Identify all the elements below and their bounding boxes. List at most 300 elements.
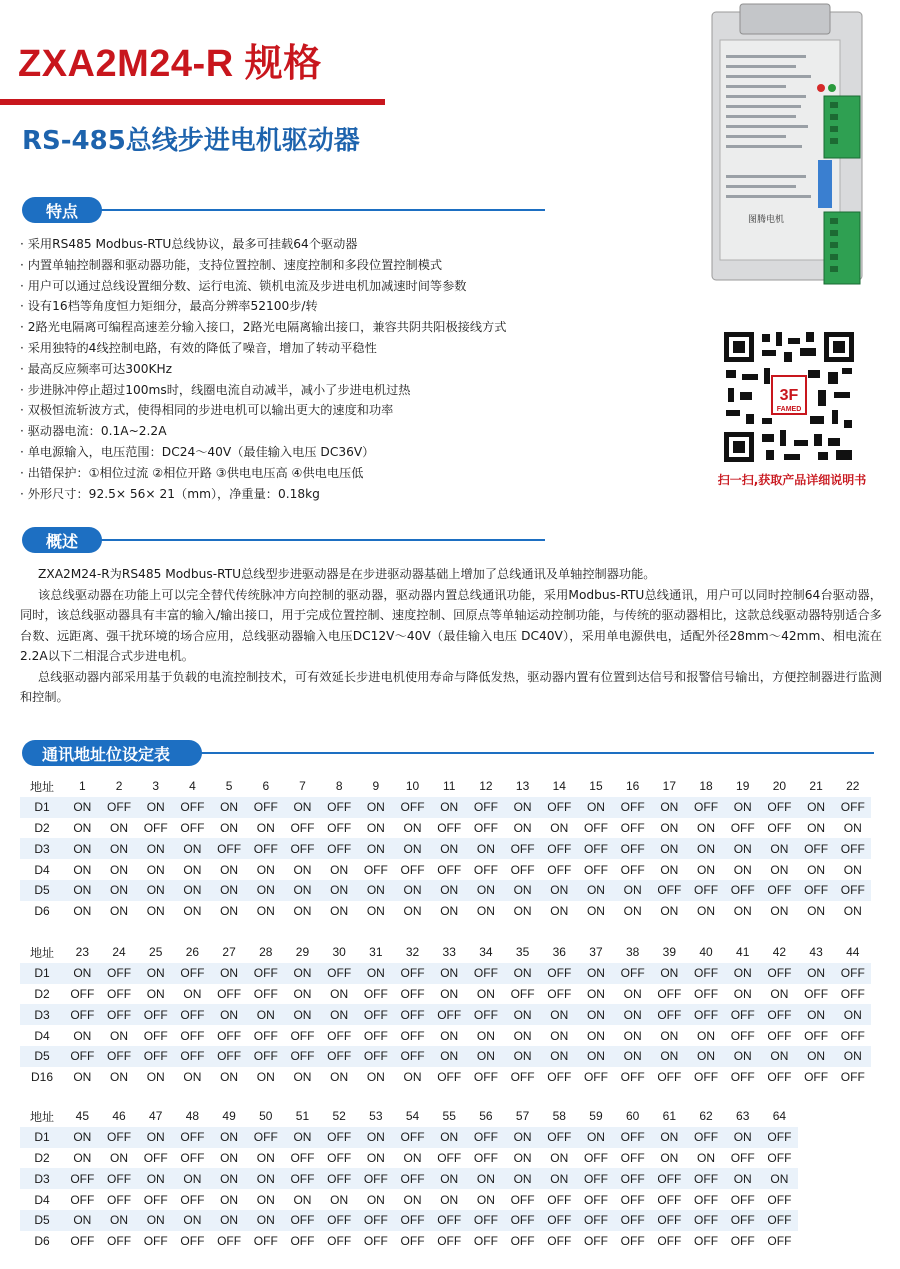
feature-item: · 双极恒流斩波方式，使得相同的步进电机可以输出更大的速度和功率 xyxy=(20,400,700,421)
feature-item: · 出错保护：①相位过流 ②相位开路 ③供电电压高 ④供电电压低 xyxy=(20,463,700,484)
switch-state-cell: OFF xyxy=(358,1168,395,1189)
switch-state-cell: OFF xyxy=(688,1004,725,1025)
address-table-rule xyxy=(198,752,874,754)
switch-state-cell: OFF xyxy=(578,1168,615,1189)
switch-state-cell: OFF xyxy=(541,1231,578,1252)
switch-state-cell: ON xyxy=(137,1067,174,1088)
switch-state-cell: OFF xyxy=(174,797,211,818)
switch-state-cell: OFF xyxy=(101,797,138,818)
switch-state-cell: OFF xyxy=(468,1231,505,1252)
switch-state-cell: OFF xyxy=(431,859,468,880)
switch-state-cell: ON xyxy=(468,1168,505,1189)
switch-state-cell: OFF xyxy=(468,859,505,880)
switch-state-cell: ON xyxy=(137,880,174,901)
table-row xyxy=(20,984,871,1005)
switch-state-cell: OFF xyxy=(431,1231,468,1252)
switch-state-cell: OFF xyxy=(211,984,248,1005)
switch-state-cell: ON xyxy=(174,880,211,901)
feature-item: · 内置单轴控制器和驱动器功能，支持位置控制、速度控制和多段位置控制模式 xyxy=(20,255,700,276)
switch-state-cell: OFF xyxy=(688,880,725,901)
address-number-cell: 17 xyxy=(651,776,688,797)
switch-state-cell: OFF xyxy=(284,838,321,859)
switch-state-cell: ON xyxy=(431,901,468,922)
switch-state-cell: OFF xyxy=(834,797,871,818)
address-number-cell: 53 xyxy=(358,1106,395,1127)
switch-state-cell: OFF xyxy=(174,1189,211,1210)
switch-state-cell: ON xyxy=(688,1025,725,1046)
switch-state-cell: OFF xyxy=(247,984,284,1005)
switch-state-cell: ON xyxy=(761,1168,798,1189)
switch-state-cell: OFF xyxy=(101,963,138,984)
switch-state-cell: ON xyxy=(247,1189,284,1210)
table-row xyxy=(20,1168,798,1189)
address-number-cell: 56 xyxy=(468,1106,505,1127)
switch-state-cell: OFF xyxy=(688,1168,725,1189)
switch-state-cell: OFF xyxy=(541,1067,578,1088)
switch-state-cell: OFF xyxy=(394,797,431,818)
switch-state-cell: ON xyxy=(688,1148,725,1169)
table-row xyxy=(20,1127,798,1148)
switch-state-cell: OFF xyxy=(724,880,761,901)
switch-state-cell: OFF xyxy=(321,1046,358,1067)
table-header-row xyxy=(20,1106,798,1127)
switch-state-cell: OFF xyxy=(64,1231,101,1252)
switch-state-cell: ON xyxy=(394,1067,431,1088)
qr-code[interactable] xyxy=(722,330,856,464)
table-row xyxy=(20,797,871,818)
table-row xyxy=(20,1189,798,1210)
switch-state-cell: OFF xyxy=(174,1148,211,1169)
switch-state-cell: ON xyxy=(798,797,835,818)
switch-state-cell: ON xyxy=(101,1025,138,1046)
switch-state-cell: ON xyxy=(578,1004,615,1025)
features-heading: 特点 xyxy=(22,197,102,223)
table-header-row xyxy=(20,942,871,963)
switch-state-cell: OFF xyxy=(468,963,505,984)
switch-state-cell: OFF xyxy=(394,1127,431,1148)
switch-state-cell: ON xyxy=(64,1127,101,1148)
switch-state-cell: OFF xyxy=(211,1046,248,1067)
switch-state-cell: ON xyxy=(504,797,541,818)
switch-state-cell: OFF xyxy=(834,838,871,859)
dip-switch-label: D4 xyxy=(20,1025,64,1046)
switch-state-cell: ON xyxy=(358,1148,395,1169)
switch-state-cell: ON xyxy=(321,1004,358,1025)
dip-switch-label: D4 xyxy=(20,1189,64,1210)
switch-state-cell: OFF xyxy=(724,1148,761,1169)
switch-state-cell: OFF xyxy=(247,1025,284,1046)
switch-state-cell: ON xyxy=(798,859,835,880)
switch-state-cell: ON xyxy=(284,880,321,901)
switch-state-cell: ON xyxy=(651,838,688,859)
address-table-block xyxy=(20,776,871,922)
switch-state-cell: OFF xyxy=(834,984,871,1005)
switch-state-cell: ON xyxy=(834,859,871,880)
switch-state-cell: OFF xyxy=(688,1210,725,1231)
switch-state-cell: OFF xyxy=(541,1210,578,1231)
product-image xyxy=(700,0,900,300)
switch-state-cell: ON xyxy=(541,880,578,901)
switch-state-cell: OFF xyxy=(578,1067,615,1088)
switch-state-cell: ON xyxy=(174,984,211,1005)
address-table-block xyxy=(20,942,871,1088)
switch-state-cell: OFF xyxy=(504,1231,541,1252)
address-number-cell: 52 xyxy=(321,1106,358,1127)
feature-item: · 步进脉冲停止超过100ms时，线圈电流自动减半，减小了步进电机过热 xyxy=(20,380,700,401)
switch-state-cell: ON xyxy=(394,838,431,859)
switch-state-cell: ON xyxy=(101,859,138,880)
switch-state-cell: ON xyxy=(358,818,395,839)
table-row xyxy=(20,901,871,922)
address-number-cell: 63 xyxy=(724,1106,761,1127)
switch-state-cell: ON xyxy=(211,901,248,922)
address-number-cell: 34 xyxy=(468,942,505,963)
switch-state-cell: ON xyxy=(834,901,871,922)
switch-state-cell: ON xyxy=(541,1148,578,1169)
dip-switch-label: D2 xyxy=(20,984,64,1005)
switch-state-cell: OFF xyxy=(834,963,871,984)
switch-state-cell: OFF xyxy=(321,818,358,839)
switch-state-cell: ON xyxy=(394,818,431,839)
switch-state-cell: ON xyxy=(504,880,541,901)
switch-state-cell: OFF xyxy=(541,984,578,1005)
switch-state-cell: ON xyxy=(724,1127,761,1148)
overview-paragraph: ZXA2M24-R为RS485 Modbus-RTU总线型步进驱动器是在步进驱动器基础上增加了总线通讯及单轴控制器功能。 xyxy=(38,567,656,581)
switch-state-cell: ON xyxy=(541,818,578,839)
dip-switch-label: D1 xyxy=(20,1127,64,1148)
address-number-cell: 35 xyxy=(504,942,541,963)
switch-state-cell: ON xyxy=(504,1004,541,1025)
switch-state-cell: OFF xyxy=(651,1189,688,1210)
switch-state-cell: OFF xyxy=(468,797,505,818)
switch-state-cell: ON xyxy=(541,901,578,922)
switch-state-cell: ON xyxy=(651,901,688,922)
switch-state-cell: OFF xyxy=(174,1004,211,1025)
switch-state-cell: ON xyxy=(798,963,835,984)
switch-state-cell: ON xyxy=(688,818,725,839)
switch-state-cell: OFF xyxy=(651,1004,688,1025)
switch-state-cell: ON xyxy=(688,859,725,880)
address-number-cell: 6 xyxy=(247,776,284,797)
switch-state-cell: ON xyxy=(64,901,101,922)
dip-switch-label: D2 xyxy=(20,1148,64,1169)
qr-caption: 扫一扫,获取产品详细说明书 xyxy=(717,473,867,487)
address-number-cell: 27 xyxy=(211,942,248,963)
switch-state-cell: OFF xyxy=(174,1025,211,1046)
switch-state-cell: OFF xyxy=(651,1231,688,1252)
switch-state-cell: OFF xyxy=(504,838,541,859)
address-number-cell: 40 xyxy=(688,942,725,963)
switch-state-cell: ON xyxy=(614,901,651,922)
table-row xyxy=(20,1210,798,1231)
switch-state-cell: OFF xyxy=(614,818,651,839)
switch-state-cell: ON xyxy=(174,859,211,880)
switch-state-cell: OFF xyxy=(688,1231,725,1252)
feature-item: · 外形尺寸：92.5× 56× 21（mm），净重量：0.18kg xyxy=(20,484,700,505)
switch-state-cell: ON xyxy=(431,1025,468,1046)
table-row xyxy=(20,1067,871,1088)
switch-state-cell: ON xyxy=(64,1067,101,1088)
switch-state-cell: ON xyxy=(211,1067,248,1088)
feature-item: · 采用RS485 Modbus-RTU总线协议，最多可挂载64个驱动器 xyxy=(20,234,700,255)
switch-state-cell: ON xyxy=(247,818,284,839)
switch-state-cell: ON xyxy=(798,818,835,839)
switch-state-cell: ON xyxy=(468,1046,505,1067)
switch-state-cell: ON xyxy=(358,1127,395,1148)
switch-state-cell: ON xyxy=(394,880,431,901)
switch-state-cell: ON xyxy=(284,1189,321,1210)
switch-state-cell: OFF xyxy=(651,1168,688,1189)
switch-state-cell: ON xyxy=(247,1168,284,1189)
switch-state-cell: ON xyxy=(211,1210,248,1231)
switch-state-cell: ON xyxy=(358,1189,395,1210)
dip-switch-label: D6 xyxy=(20,901,64,922)
switch-state-cell: OFF xyxy=(64,984,101,1005)
dip-switch-label: D2 xyxy=(20,818,64,839)
table-row xyxy=(20,1046,871,1067)
switch-state-cell: OFF xyxy=(101,1168,138,1189)
switch-state-cell: OFF xyxy=(761,1210,798,1231)
switch-state-cell: OFF xyxy=(137,1025,174,1046)
switch-state-cell: ON xyxy=(578,984,615,1005)
switch-state-cell: ON xyxy=(798,1046,835,1067)
switch-state-cell: OFF xyxy=(394,1210,431,1231)
switch-state-cell: ON xyxy=(284,797,321,818)
address-number-cell: 45 xyxy=(64,1106,101,1127)
switch-state-cell: OFF xyxy=(468,818,505,839)
switch-state-cell: OFF xyxy=(468,1004,505,1025)
feature-item: · 用户可以通过总线设置细分数、运行电流、锁机电流及步进电机加减速时间等参数 xyxy=(20,276,700,297)
switch-state-cell: OFF xyxy=(578,1231,615,1252)
table-header-label: 地址 xyxy=(20,1106,64,1127)
address-number-cell: 20 xyxy=(761,776,798,797)
switch-state-cell: OFF xyxy=(614,797,651,818)
product-label: 图腾电机 xyxy=(748,215,785,225)
switch-state-cell: ON xyxy=(211,880,248,901)
switch-state-cell: ON xyxy=(468,1025,505,1046)
switch-state-cell: ON xyxy=(358,963,395,984)
dip-switch-label: D5 xyxy=(20,1046,64,1067)
switch-state-cell: OFF xyxy=(724,1210,761,1231)
switch-state-cell: OFF xyxy=(394,1025,431,1046)
overview-heading: 概述 xyxy=(22,527,102,553)
switch-state-cell: ON xyxy=(688,1046,725,1067)
address-number-cell: 62 xyxy=(688,1106,725,1127)
switch-state-cell: OFF xyxy=(614,838,651,859)
address-number-cell: 54 xyxy=(394,1106,431,1127)
switch-state-cell: ON xyxy=(724,1168,761,1189)
switch-state-cell: OFF xyxy=(321,963,358,984)
switch-state-cell: OFF xyxy=(614,859,651,880)
switch-state-cell: ON xyxy=(431,1127,468,1148)
switch-state-cell: ON xyxy=(64,838,101,859)
address-number-cell: 59 xyxy=(578,1106,615,1127)
switch-state-cell: OFF xyxy=(614,963,651,984)
switch-state-cell: OFF xyxy=(394,1046,431,1067)
switch-state-cell: ON xyxy=(468,1189,505,1210)
address-number-cell: 18 xyxy=(688,776,725,797)
address-number-cell: 19 xyxy=(724,776,761,797)
switch-state-cell: OFF xyxy=(578,1189,615,1210)
switch-state-cell: ON xyxy=(247,880,284,901)
switch-state-cell: OFF xyxy=(578,859,615,880)
switch-state-cell: OFF xyxy=(284,1168,321,1189)
address-number-cell: 42 xyxy=(761,942,798,963)
address-number-cell: 21 xyxy=(798,776,835,797)
switch-state-cell: ON xyxy=(724,963,761,984)
switch-state-cell: ON xyxy=(211,859,248,880)
switch-state-cell: OFF xyxy=(174,1127,211,1148)
address-number-cell: 10 xyxy=(394,776,431,797)
switch-state-cell: ON xyxy=(651,1046,688,1067)
page-title: ZXA2M24-R 规格 xyxy=(18,43,322,85)
switch-state-cell: OFF xyxy=(688,1067,725,1088)
switch-state-cell: ON xyxy=(321,859,358,880)
switch-state-cell: ON xyxy=(284,984,321,1005)
switch-state-cell: ON xyxy=(101,1148,138,1169)
qr-logo-subtext: FAMED xyxy=(776,406,802,413)
switch-state-cell: OFF xyxy=(321,1210,358,1231)
switch-state-cell: ON xyxy=(211,1004,248,1025)
switch-state-cell: OFF xyxy=(724,1025,761,1046)
switch-state-cell: OFF xyxy=(614,1148,651,1169)
dip-switch-label: D6 xyxy=(20,1231,64,1252)
switch-state-cell: ON xyxy=(761,859,798,880)
switch-state-cell: OFF xyxy=(174,1046,211,1067)
switch-state-cell: ON xyxy=(211,963,248,984)
address-number-cell: 46 xyxy=(101,1106,138,1127)
address-number-cell: 11 xyxy=(431,776,468,797)
switch-state-cell: OFF xyxy=(284,818,321,839)
switch-state-cell: ON xyxy=(578,1046,615,1067)
switch-state-cell: OFF xyxy=(284,1025,321,1046)
address-number-cell: 1 xyxy=(64,776,101,797)
switch-state-cell: ON xyxy=(64,818,101,839)
switch-state-cell: ON xyxy=(504,818,541,839)
switch-state-cell: ON xyxy=(247,1067,284,1088)
switch-state-cell: OFF xyxy=(724,1067,761,1088)
switch-state-cell: ON xyxy=(504,1168,541,1189)
switch-state-cell: ON xyxy=(724,859,761,880)
table-row xyxy=(20,1025,871,1046)
table-header-label: 地址 xyxy=(20,776,64,797)
switch-state-cell: OFF xyxy=(137,1189,174,1210)
switch-state-cell: OFF xyxy=(137,1046,174,1067)
switch-state-cell: ON xyxy=(358,1067,395,1088)
address-number-cell: 57 xyxy=(504,1106,541,1127)
features-list xyxy=(20,234,700,504)
switch-state-cell: ON xyxy=(321,1067,358,1088)
address-number-cell: 50 xyxy=(247,1106,284,1127)
overview-body xyxy=(20,564,882,708)
switch-state-cell: OFF xyxy=(137,1231,174,1252)
switch-state-cell: OFF xyxy=(798,880,835,901)
switch-state-cell: ON xyxy=(541,1025,578,1046)
dip-switch-label: D3 xyxy=(20,838,64,859)
table-row xyxy=(20,880,871,901)
switch-state-cell: OFF xyxy=(578,1210,615,1231)
feature-item: · 单电源输入，电压范围：DC24～40V（最佳输入电压 DC36V） xyxy=(20,442,700,463)
switch-state-cell: ON xyxy=(64,1148,101,1169)
overview-paragraph: 总线驱动器内部采用基于负载的电流控制技术，可有效延长步进电机使用寿命与降低发热，驱动器内置有位置到达信号和报警信号输出，方便控制器进行监测和控制。 xyxy=(20,669,882,704)
dip-switch-label: D1 xyxy=(20,963,64,984)
switch-state-cell: ON xyxy=(798,901,835,922)
switch-state-cell: ON xyxy=(394,1148,431,1169)
switch-state-cell: ON xyxy=(614,984,651,1005)
switch-state-cell: OFF xyxy=(137,1004,174,1025)
switch-state-cell: ON xyxy=(358,797,395,818)
switch-state-cell: OFF xyxy=(688,963,725,984)
switch-state-cell: OFF xyxy=(761,1025,798,1046)
switch-state-cell: ON xyxy=(137,797,174,818)
switch-state-cell: OFF xyxy=(321,1025,358,1046)
switch-state-cell: OFF xyxy=(761,1231,798,1252)
address-number-cell: 31 xyxy=(358,942,395,963)
switch-state-cell: ON xyxy=(651,1025,688,1046)
address-number-cell: 47 xyxy=(137,1106,174,1127)
address-number-cell: 48 xyxy=(174,1106,211,1127)
switch-state-cell: OFF xyxy=(137,1148,174,1169)
switch-state-cell: ON xyxy=(431,1189,468,1210)
switch-state-cell: OFF xyxy=(284,1046,321,1067)
address-number-cell: 61 xyxy=(651,1106,688,1127)
switch-state-cell: OFF xyxy=(614,1127,651,1148)
switch-state-cell: OFF xyxy=(358,1004,395,1025)
address-number-cell: 41 xyxy=(724,942,761,963)
switch-state-cell: ON xyxy=(321,984,358,1005)
switch-state-cell: OFF xyxy=(651,880,688,901)
switch-state-cell: ON xyxy=(284,901,321,922)
switch-state-cell: ON xyxy=(137,1210,174,1231)
dip-switch-label: D4 xyxy=(20,859,64,880)
switch-state-cell: ON xyxy=(724,838,761,859)
switch-state-cell: ON xyxy=(64,1025,101,1046)
address-number-cell: 30 xyxy=(321,942,358,963)
switch-state-cell: ON xyxy=(541,1004,578,1025)
switch-state-cell: OFF xyxy=(761,1148,798,1169)
switch-state-cell: ON xyxy=(247,1210,284,1231)
address-number-cell: 58 xyxy=(541,1106,578,1127)
address-number-cell: 44 xyxy=(834,942,871,963)
switch-state-cell: OFF xyxy=(651,984,688,1005)
switch-state-cell: ON xyxy=(101,1210,138,1231)
switch-state-cell: OFF xyxy=(761,963,798,984)
address-number-cell: 16 xyxy=(614,776,651,797)
switch-state-cell: OFF xyxy=(541,963,578,984)
switch-state-cell: OFF xyxy=(468,1067,505,1088)
switch-state-cell: OFF xyxy=(394,963,431,984)
switch-state-cell: OFF xyxy=(101,1046,138,1067)
page-subtitle: RS-485总线步进电机驱动器 xyxy=(22,126,360,156)
switch-state-cell: OFF xyxy=(688,797,725,818)
address-number-cell: 25 xyxy=(137,942,174,963)
switch-state-cell: OFF xyxy=(431,1067,468,1088)
dip-switch-label: D1 xyxy=(20,797,64,818)
dip-switch-label: D16 xyxy=(20,1067,64,1088)
dip-switch-label: D5 xyxy=(20,880,64,901)
switch-state-cell: ON xyxy=(137,901,174,922)
switch-state-cell: OFF xyxy=(358,984,395,1005)
switch-state-cell: OFF xyxy=(321,797,358,818)
address-number-cell: 13 xyxy=(504,776,541,797)
address-number-cell: 32 xyxy=(394,942,431,963)
switch-state-cell: OFF xyxy=(431,818,468,839)
switch-state-cell: ON xyxy=(137,1127,174,1148)
switch-state-cell: ON xyxy=(101,818,138,839)
address-number-cell: 55 xyxy=(431,1106,468,1127)
switch-state-cell: ON xyxy=(64,880,101,901)
address-number-cell: 24 xyxy=(101,942,138,963)
